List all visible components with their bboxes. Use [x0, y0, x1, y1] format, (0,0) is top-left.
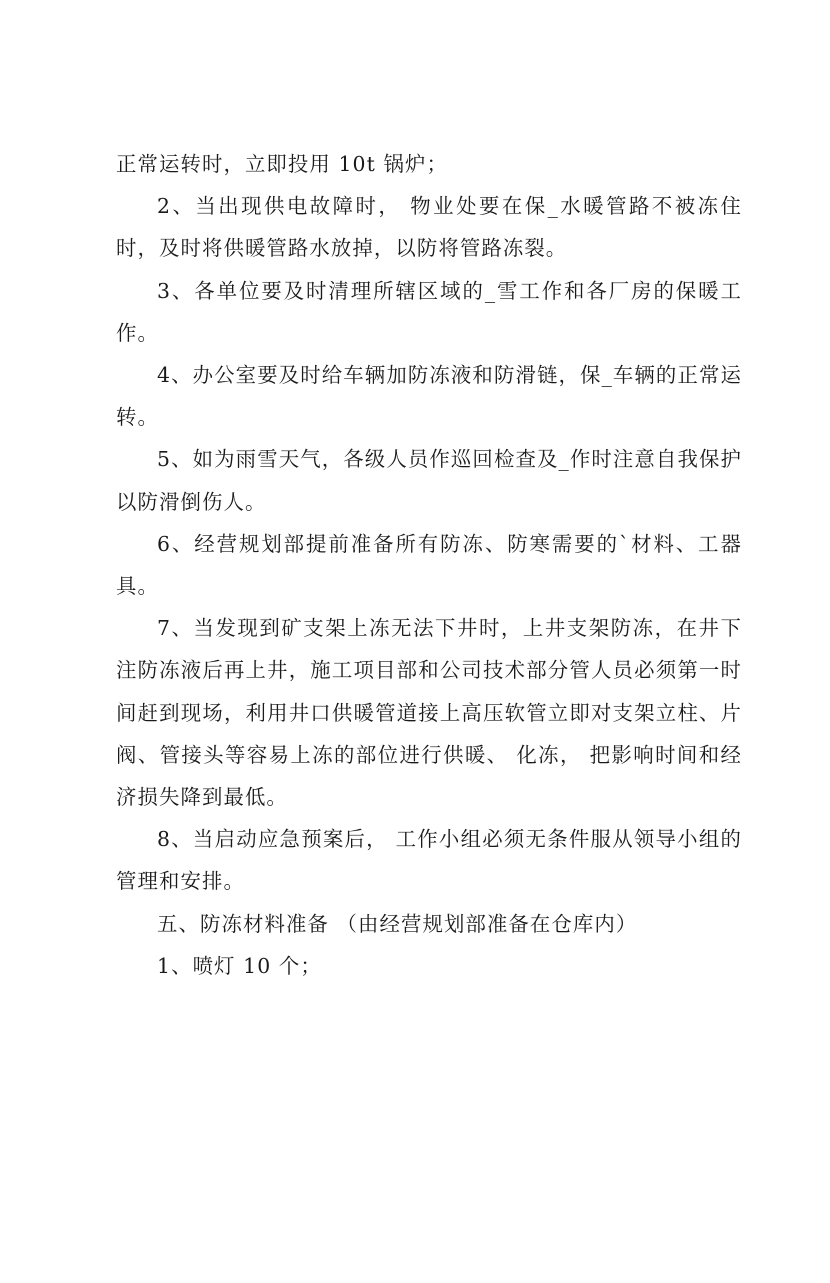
- paragraph-material-1: 1、喷灯 10 个；: [157, 953, 322, 978]
- paragraph-item-5: 5、如为雨雪天气，各级人员作巡回检查及_作时注意自我保护以防滑倒伤人。: [116, 447, 742, 514]
- paragraph-continuation: 正常运转时，立即投用 10t 锅炉；: [116, 152, 448, 176]
- paragraph-item-3: 3、各单位要及时清理所辖区域的_雪工作和各厂房的保暖工作。: [116, 278, 742, 345]
- section-heading-5: 五、防冻材料准备 （由经营规划部准备在仓库内）: [157, 911, 638, 936]
- watermark-bottom: [301, 937, 659, 1283]
- paragraph-item-2: 2、当出现供电故障时， 物业处要在保_水暖管路不被冻住时，及时将供暖管路水放掉，以防将管路冻裂。: [116, 194, 742, 261]
- paragraph-item-4: 4、办公室要及时给车辆加防冻液和防滑链，保_车辆的正常运转。: [116, 363, 742, 430]
- paragraph-item-8: 8、当启动应急预案后， 工作小组必须无条件服从领导小组的管理和安排。: [116, 827, 742, 894]
- paragraph-item-6: 6、经营规划部提前准备所有防冻、防寒需要的`材料、工器具。: [116, 531, 742, 599]
- paragraph-item-7: 7、当发现到矿支架上冻无法下井时，上井支架防冻，在井下注防冻液后再上井，施工项目部和公司技术部分管人员必须第一时间赶到现场，利用井口供暖管道接上高压软管立即对支架立柱、片阀、管接头等容易上冻的部位进行供暖、 化冻， 把影响时间和经济损失降到最低。: [116, 616, 742, 810]
- document-body: [116, 143, 742, 987]
